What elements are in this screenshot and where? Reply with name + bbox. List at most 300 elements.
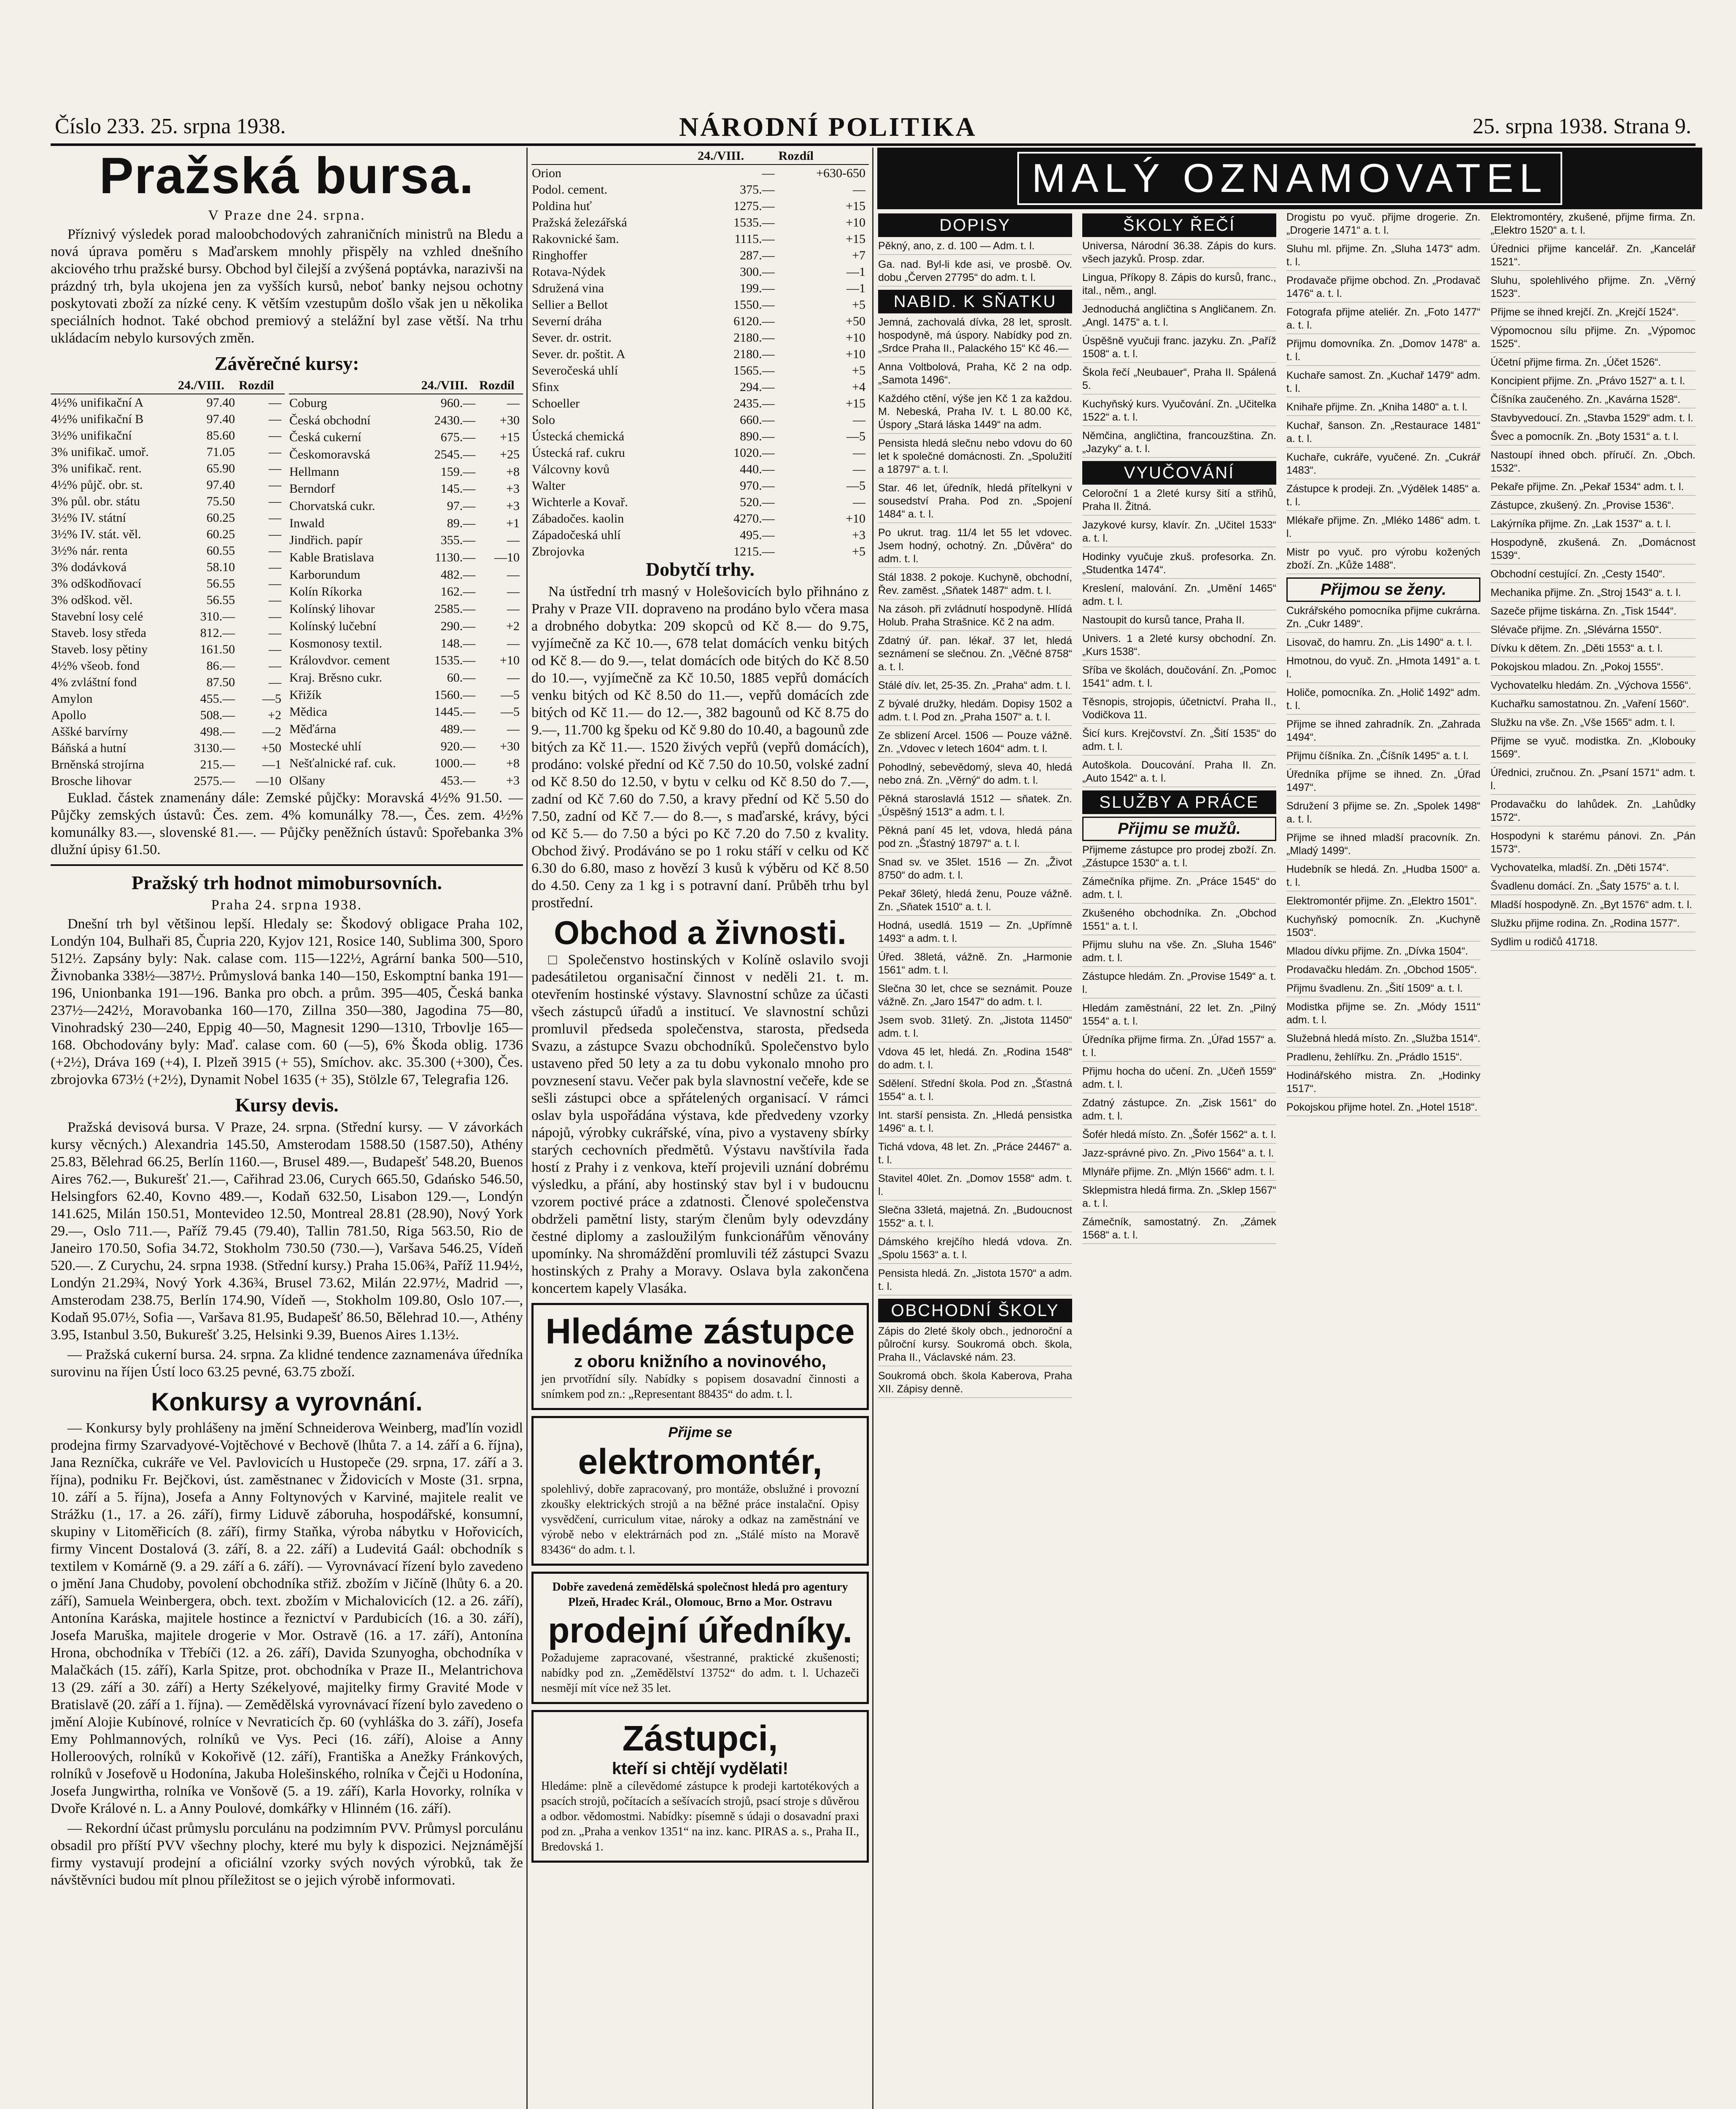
- rate-name: Válcovny kovů: [532, 462, 610, 476]
- classified-ad: Ze sblizení Arcel. 1506 — Pouze vážně. Zn. „Vdovec v letech 1604“ adm. t. l.: [878, 729, 1072, 758]
- rate-row: [289, 618, 523, 635]
- rate-row: [51, 575, 285, 592]
- rate-value: 97.40: [206, 396, 235, 410]
- rate-value: 375.—: [740, 183, 775, 197]
- rates-header-diff: Rozdíl: [778, 148, 869, 165]
- rate-name: Staveb. losy středa: [51, 626, 146, 640]
- rate-diff: —: [507, 602, 520, 616]
- rate-row: [531, 297, 869, 313]
- classified-ad: Těsnopis, strojopis, účetnictví. Praha II., Vodičkova 11.: [1082, 696, 1276, 724]
- rate-name: Walter: [532, 479, 566, 493]
- rate-name: Severočeská uhlí: [532, 364, 618, 378]
- rates-header-date: 24./VIII.: [421, 377, 479, 394]
- rate-name: Orion: [532, 166, 561, 180]
- classified-ad: Mladou dívku přijme. Zn. „Dívka 1504“.: [1286, 945, 1480, 960]
- rate-value: 2575.—: [194, 774, 235, 788]
- rate-diff: —2: [262, 725, 281, 739]
- classified-ad: Přijmu domovníka. Zn. „Domov 1478“ a. t. l.: [1286, 337, 1480, 366]
- rate-name: Českomoravská: [289, 447, 370, 461]
- classified-ad: Přijmeme zástupce pro prodej zboží. Zn. „Zástupce 1530“ a. t. l.: [1082, 844, 1276, 872]
- classified-ad: Universa, Národní 36.38. Zápis do kurs. všech jazyků. Prosp. zdar.: [1082, 240, 1276, 268]
- rates-table-b: [289, 377, 523, 789]
- rate-value: 56.55: [206, 593, 235, 607]
- classified-ad: Zástupce, zkušený. Zn. „Provise 1536“.: [1491, 499, 1696, 514]
- classified-ad: Přijmu hocha do učení. Zn. „Učeň 1559“ adm. t. l.: [1082, 1065, 1276, 1093]
- rate-row: [531, 329, 869, 346]
- rate-row: [51, 641, 285, 658]
- column-rule: [526, 148, 528, 2109]
- classified-ad: Mlynáře přijme. Zn. „Mlýn 1566“ adm. t. l.: [1082, 1165, 1276, 1181]
- classified-ad: Z bývalé družky, hledám. Dopisy 1502 a adm. t. l. Pod zn. „Praha 1507“ a. t. l.: [878, 698, 1072, 726]
- classified-ad: Lingua, Příkopy 8. Zápis do kursů, franc., ital., něm., angl.: [1082, 271, 1276, 299]
- classified-ad: Slečna 33letá, majetná. Zn. „Budoucnost 1552“ a. t. l.: [878, 1204, 1072, 1232]
- rate-row: [531, 198, 869, 214]
- rate-name: Báňská a hutní: [51, 741, 127, 755]
- rate-value: 148.—: [440, 636, 476, 650]
- classifieds-column-4: [1491, 211, 1696, 2109]
- classified-ad: Vdova 45 let, hledá. Zn. „Rodina 1548“ do adm. t. l.: [878, 1046, 1072, 1074]
- rate-diff: +8: [506, 756, 520, 771]
- rate-value: —: [762, 166, 775, 180]
- classified-ad: Kuchařku samostatnou. Zn. „Vaření 1560“.: [1491, 698, 1696, 713]
- rate-value: 60.—: [447, 670, 476, 685]
- classified-ad: Stavbyvedoucí. Zn. „Stavba 1529“ adm. t. l.: [1491, 412, 1696, 427]
- classified-ad: Služku přijme rodina. Zn. „Rodina 1577“.: [1491, 917, 1696, 932]
- rate-diff: —: [507, 585, 520, 599]
- bursa-dateline: V Praze dne 24. srpna.: [208, 208, 366, 223]
- rate-name: Brněnská strojírna: [51, 758, 144, 771]
- classified-ad: Mladší hospodyně. Zn. „Byt 1576“ adm. t. l.: [1491, 898, 1696, 914]
- devisy-title: Kursy devis.: [235, 1094, 339, 1116]
- classified-ad: Soukromá obch. škola Kaberova, Praha XII. Zápisy denně.: [878, 1370, 1072, 1398]
- ad-kicker: Dobře zavedená zemědělská společnost hledá pro agentury Plzeň, Hradec Král., Olomouc, Brno a Mor. Ostravu: [552, 1580, 848, 1609]
- classified-ad: Švec a pomocník. Zn. „Boty 1531“ a. t. l.: [1491, 430, 1696, 445]
- rate-diff: —: [269, 412, 281, 426]
- classified-ad: Kuchaře, cukráře, vyučené. Zn. „Cukrář 1483“.: [1286, 451, 1480, 479]
- rate-diff: +25: [500, 447, 520, 461]
- rate-value: 1215.—: [733, 545, 775, 558]
- classified-ad: Int. starší pensista. Zn. „Hledá pensistka 1496“ a. t. l.: [878, 1109, 1072, 1137]
- rate-value: 2180.—: [733, 331, 775, 345]
- rate-diff: —1: [846, 265, 865, 279]
- ad-text: Hledáme: plně a cílevědomé zástupce k prodeji kartotékových a psacích strojů, počítacích a sešívacích strojů, psací stroje s důvěrou a odbor. vědomostmi. Nabídky: písemně s údaji o dosavadní praxi pod zn. „Praha a venkov 1351“ na inz. kanc. PIRAS a. s., Praha II., Bredovská 1.: [541, 1780, 859, 1853]
- rate-diff: —: [269, 610, 281, 623]
- classified-ad: Ga. nad. Byl-li kde asi, ve prosbě. Ov. dobu „Červen 27795“ do adm. t. l.: [878, 258, 1072, 286]
- konkursy-body: — Konkursy byly prohlášeny na jmění Schneiderova Weinberg, maďlín vozidl prodejna firmy Szarvadyové-Vojtěchové v Bechově (lhůta 7. a 14. září a 6. října), Jana Rezníčka, cukráře ve Vel. Pavlovicích u Hustopeče (29. srpna, 17. září a 3. října), podniku Fr. Bejčkovi, úst. zaměstnanec v Židovicích v Moste (31. srpna, 10. září a 5. října), Josefa a Anny Foltynových v Karviné, majitele realit ve Strážku (1., 17. a 26. září), firmy Liduvě záboruha, hospodářské, konsumní, skupiny v Litoměřicích (8. září), firmy Staňka, výroba nábytku v Hořovicích, firmy Vincent Dostalová (3. září, 8. a 22. září) a Ludevitá Gaál: obchodník s textilem v Komárně (9. a 29. září a 6. září). — Vyrovnávací řízení bylo zavedeno o jmění Jana Chudoby, povolení obchodníka střiž. zbožím v Jičíně (lhůty 6. a 20. září), Samuela Weinbergera, obch. text. zbožím v Michalovicích (12. a 26. září), Antonína Karáska, majitele hostince a řeznictví v Pardubicích (16. a 30. září), Josefa Maruška, majitele drogerie v Mor. Ostravě (16. a 17. září), Antonína Hrona, obchodníka v Třebíči (12. a 26. září), Davida Szunyogha, obchodníka v Malačkách (15. září), Karla Spitze, prot. obchodníka v Praze II., Melantrichova 13 (29. září a 30. září) a Herty Székelyové, majitelky firmy Gravité Mode v Bratislavě (20. září a 1. října). — Zemědělská vyrovnávací řízení bylo zavedeno o jmění Alojie Kubínové, rolníce v Nevraticích čp. 60 (vyhláška do 3. září), Josefa Emy Pohlmannových, rolníků ve Vys. Peci (16. září), Aloise a Anny Holleroových, rolníků v Kokořivě (12. září), Františka a Anežky Fránkových, rolníků v Josefově u Hodonína, Jakuba Holešinského, rolníka v Čejči u Hodonína, Josefa Jungwirtha, rolníka ve Vonšově (5. a 19. září), Karla Hovorky, rolníka v Dvoře Králové n. L. a Anny Poulové, domkářky v Hlinném (16. září).: [51, 1420, 523, 1816]
- rate-row: [51, 477, 285, 493]
- classified-ad: Zástupce k prodeji. Zn. „Výdělek 1485“ a. t. l.: [1286, 483, 1480, 511]
- rate-name: Západočeská uhlí: [532, 528, 621, 542]
- classified-section-heading: DOPISY: [878, 213, 1072, 237]
- rate-row: [531, 362, 869, 379]
- rate-name: Pražská železářská: [532, 216, 627, 229]
- classified-ad: Mlékaře přijme. Zn. „Mléko 1486“ adm. t. l.: [1286, 514, 1480, 542]
- rate-diff: —5: [846, 479, 865, 493]
- rate-row: [51, 559, 285, 575]
- rate-value: 455.—: [200, 692, 235, 706]
- rate-diff: +1: [506, 516, 520, 530]
- rate-diff: —: [269, 396, 281, 410]
- classified-ad: Šofér hledá místo. Zn. „Šofér 1562“ a. t. l.: [1082, 1128, 1276, 1143]
- rate-row: [289, 566, 523, 583]
- cukr-body: — Pražská cukerní bursa. 24. srpna. Za klidné tendence zaznamenáva úředníka surovinu na říjen Ústí loco 63.25 pevné, 63.75 zboží.: [51, 1347, 523, 1380]
- dobytek-body: Na ústřední trh masný v Holešovicích bylo přihnáno z Prahy v Praze VII. dopraveno na prodáno bylo včera masa a drobného dobytka: 209 skopců od Kč 8.— do 9.75, vyjímečně za Kč 10.—, 678 telat domácích venku bitých od Kč 8.— do 9.—, telat domácích ode bitých do Kč 8.50 do 10.—, vyjímečně za Kč 10.50, 1885 vepřů domácích venku bitých od Kč 8.50 do 11.—, vepřů domácích zde bitých od Kč 11.— do 12.—, 382 bagounů od Kč 8.75 do 9.—, 11.700 kg špeku od Kč 9.80 do 10.40, a bagounů zde bitých za Kč 11.—. 1520 živých vepřů (vepřů domácích), prodáno: volské přední od Kč 7.50 do 10.50, volské zadní od Kč 8.50 do 12.50, v bytu v celku od Kč 8.50 do 7.—, zadní od Kč 7.60 do 7.50, a kravy přední od Kč 5.50 do 7.50, zadní od Kč 7.— do 8.—, s maďarské, krávy, býci od Kč 5.— do 7.50 a býci po Kč 7.20 do 7.50 z kvality. Obchod živý. Prodáváno se po 1 roku stáří v celku od Kč 6.30 do 6.80, maso z hovězí 3 kusů k výběru od Kč 8.50 do 4.50. Ceny za 1 kg i s potravní daní. Průběh trhu byl prostřední.: [531, 584, 869, 911]
- rate-row: [51, 723, 285, 740]
- rate-name: Karborundum: [289, 567, 361, 582]
- rate-value: 290.—: [440, 619, 476, 633]
- rate-name: 4½% všeob. fond: [51, 659, 140, 673]
- rate-diff: —: [269, 577, 281, 591]
- rate-name: Coburg: [289, 396, 327, 410]
- ad-subhead: z oboru knižního a novinového,: [574, 1352, 826, 1371]
- rate-name: Berndorf: [289, 482, 335, 496]
- rate-diff: —: [269, 494, 281, 508]
- rate-row: [531, 346, 869, 362]
- classified-ad: Hodinky vyučuje zkuš. profesorka. Zn. „Studentka 1474“.: [1082, 550, 1276, 579]
- rate-name: Kable Bratislava: [289, 550, 374, 565]
- dobytek-title: Dobytčí trhy.: [645, 558, 755, 580]
- rate-name: Ringhoffer: [532, 248, 588, 262]
- rate-value: 520.—: [740, 495, 775, 509]
- rate-diff: +10: [846, 512, 865, 526]
- rate-name: 3% odškodňovací: [51, 577, 142, 591]
- rate-diff: +15: [846, 199, 865, 213]
- rate-value: 508.—: [200, 708, 235, 722]
- paper-title: NÁRODNÍ POLITIKA: [679, 112, 977, 142]
- rate-value: 2430.—: [434, 413, 476, 427]
- rate-diff: +10: [846, 331, 865, 345]
- rate-value: 489.—: [440, 722, 476, 736]
- rate-diff: —: [269, 560, 281, 574]
- ad-text: Požadujeme zapracované, všestranné, praktické zkušenosti; nabídky pod zn. „Zemědělství 13752“ do adm. t. l. Uchazeči nesmějí mít více než 35 let.: [541, 1651, 859, 1695]
- classified-ad: Úřednici, zručnou. Zn. „Psaní 1571“ adm. t. l.: [1491, 766, 1696, 795]
- classified-ad: Mistr po vyuč. pro výrobu kožených zboží. Zn. „Kůže 1488“.: [1286, 546, 1480, 574]
- classified-section-heading: NABID. K SŇATKU: [878, 290, 1072, 313]
- classified-section-heading: ŠKOLY ŘEČÍ: [1082, 213, 1276, 237]
- classified-ad: Kuchyňský kurs. Vyučování. Zn. „Učitelka 1522“ a. t. l.: [1082, 398, 1276, 426]
- rate-value: 60.25: [206, 527, 235, 541]
- rate-row: [531, 231, 869, 247]
- issue-date: 25. srpna 1938.: [150, 114, 286, 138]
- rate-value: 1115.—: [734, 232, 775, 246]
- closing-rates-tables: [51, 377, 523, 789]
- rate-name: Mostecké uhlí: [289, 739, 361, 753]
- column-1: [51, 148, 523, 2109]
- rate-name: Amylon: [51, 692, 93, 706]
- classified-ad: Přijme se ihned mladší pracovník. Zn. „Mladý 1499“.: [1286, 831, 1480, 860]
- rate-value: 287.—: [740, 248, 775, 262]
- rate-row: [51, 542, 285, 559]
- rate-diff: +15: [500, 430, 520, 445]
- rate-row: [51, 460, 285, 477]
- classified-ad: Úředníka přijme firma. Zn. „Úřad 1557“ a. t. l.: [1082, 1033, 1276, 1062]
- rate-diff: —: [269, 675, 281, 689]
- classified-ad: Sdružení 3 přijme se. Zn. „Spolek 1498“ a. t. l.: [1286, 800, 1480, 828]
- classified-ad: Sklepmistra hledá firma. Zn. „Sklep 1567“ a. t. l.: [1082, 1184, 1276, 1212]
- rate-name: Sfinx: [532, 380, 560, 394]
- rate-value: 2585.—: [434, 602, 476, 616]
- classified-ad: Holiče, pomocníka. Zn. „Holič 1492“ adm. t. l.: [1286, 686, 1480, 715]
- classified-ad: Autoškola. Doucování. Praha II. Zn. „Auto 1542“ a. t. l.: [1082, 759, 1276, 787]
- rate-diff: +5: [852, 364, 865, 378]
- classified-ad: Výpomocnou sílu přijme. Zn. „Výpomoc 1525“.: [1491, 324, 1696, 353]
- rate-diff: +10: [846, 216, 865, 229]
- rate-diff: —5: [262, 692, 281, 706]
- classified-ad: Prodavačku hledám. Zn. „Obchod 1505“.: [1286, 963, 1480, 979]
- rate-diff: +15: [846, 396, 865, 410]
- rate-name: 4½% půjč. obr. st.: [51, 478, 143, 492]
- rate-diff: —: [269, 511, 281, 525]
- rate-name: Zbrojovka: [532, 545, 585, 558]
- rate-diff: —1: [846, 281, 865, 295]
- rate-row: [51, 526, 285, 542]
- rate-name: 3% půl. obr. státu: [51, 494, 140, 508]
- rate-value: 300.—: [740, 265, 775, 279]
- classified-ad: Pekař 36letý, hledá ženu, Pouze vážně. Zn. „Sňatek 1510“ a. t. l.: [878, 887, 1072, 916]
- rate-row: [531, 313, 869, 329]
- rate-value: 97.40: [206, 478, 235, 492]
- rate-row: [531, 395, 869, 412]
- rate-value: 310.—: [200, 610, 235, 623]
- rate-diff: +5: [852, 298, 865, 312]
- rate-name: Česká cukerní: [289, 430, 361, 445]
- ad-subhead: kteří si chtějí vydělati!: [612, 1759, 788, 1778]
- rate-diff: +10: [500, 653, 520, 668]
- mimoburs-body: Dnešní trh byl většinou lepší. Hledaly se: Škodový obligace Praha 102, Londýn 104, Bulhaři 85, Čupria 220, Kyjov 121, Rosice 140, Sublima 300, Sporo 512½. Zapsány byly: Nak. calase com. 115—122½, Agrární banka 500—510, Živnobanka 338½—387½. Průmyslová banka 140—150, Eskomptní banka 191—196, Unionbanka 191—196. Banka pro obch. a prům. 395—405, Česká banka 237½—242½, Moravobanka 160—170, Zillna 350—380, Jagodina 75—80, Vinohradský 230—240, Eppig 40—50, Magnesit 1290—1310, Trbovlje 165—168. Obchodovány byly: Maď. calase com. 60 (—5), 6% Škoda oblig. 1736 (+2½), Dráva 169 (+4), I. Plzeň 3915 (+ 55), Smíchov. akc. 35.300 (+300), Čes. zbrojovka 673½ (+2½), Dynamit Nobel 1635 (+ 35), Stölzle 67, Telegrafia 126.: [51, 916, 523, 1087]
- rate-diff: +630-650: [816, 166, 865, 180]
- rate-row: [531, 181, 869, 198]
- rate-value: 920.—: [440, 739, 476, 753]
- rate-row: [289, 497, 523, 515]
- rate-diff: +4: [852, 380, 865, 394]
- rate-diff: +50: [846, 314, 865, 328]
- ad-headline: elektromontér,: [578, 1442, 822, 1481]
- rate-row: [289, 755, 523, 772]
- classified-ad: Hmotnou, do vyuč. Zn. „Hmota 1491“ a. t. l.: [1286, 655, 1480, 683]
- rate-diff: +3: [506, 774, 520, 788]
- ad-text: jen prvotřídní síly. Nabídky s popisem dosavadní činnosti a snímkem pod zn.: „Representant 88435“ do adm. t. l.: [541, 1373, 859, 1401]
- rate-value: 2545.—: [434, 447, 476, 461]
- rate-name: Ústecká chemická: [532, 429, 625, 443]
- classified-ad: Číšníka zaučeného. Zn. „Kavárna 1528“.: [1491, 393, 1696, 408]
- column-2: [531, 148, 869, 2109]
- rate-value: 4270.—: [733, 512, 775, 526]
- konkursy-title: Konkursy a vyrovnání.: [151, 1388, 423, 1416]
- classified-subsection-heading: Přijmou se ženy.: [1286, 577, 1480, 602]
- classified-ad: Pokojskou přijme hotel. Zn. „Hotel 1518“.: [1286, 1101, 1480, 1116]
- classified-ad: Dívku k dětem. Zn. „Děti 1553“ a. t. l.: [1491, 642, 1696, 657]
- rate-diff: +8: [506, 464, 520, 479]
- rate-diff: +2: [506, 619, 520, 633]
- classified-section-heading: VYUČOVÁNÍ: [1082, 461, 1276, 485]
- issue-number: Číslo 233.: [55, 114, 145, 138]
- rate-name: Podol. cement.: [532, 183, 608, 197]
- classified-ad: Lisovač, do hamru. Zn. „Lis 1490“ a. t. l.: [1286, 636, 1480, 651]
- rate-row: [531, 280, 869, 297]
- rate-row: [289, 652, 523, 669]
- classified-ad: Zdatný úř. pan. lékař. 37 let, hledá seznámení se slečnou. Zn. „Věčné 8758“ a. t. l.: [878, 634, 1072, 676]
- rate-diff: +7: [852, 248, 865, 262]
- rate-row: [289, 583, 523, 601]
- classified-ad: Kuchyňský pomocník. Zn. „Kuchyně 1503“.: [1286, 913, 1480, 941]
- rate-diff: —: [507, 396, 520, 410]
- rate-diff: —: [853, 446, 865, 460]
- rate-row: [289, 394, 523, 412]
- rate-value: 440.—: [740, 462, 775, 476]
- classified-ad: Slečna 30 let, chce se seznámit. Pouze vážně. Zn. „Jaro 1547“ do adm. t. l.: [878, 982, 1072, 1011]
- classifieds-column-2: [1082, 211, 1276, 2109]
- rate-diff: —: [269, 593, 281, 607]
- ad-headline: prodejní úředníky.: [548, 1610, 852, 1650]
- rate-value: 2435.—: [733, 396, 775, 410]
- classified-ad: Pradlenu, žehlířku. Zn. „Prádlo 1515“.: [1286, 1051, 1480, 1066]
- classified-ad: Pensista hledá slečnu nebo vdovu do 60 let k společné domácnosti. Zn. „Spolužití a 18797“ a. t. l.: [878, 437, 1072, 478]
- rate-value: 75.50: [206, 494, 235, 508]
- devisy-body: Pražská devisová bursa. V Praze, 24. srpna. (Střední kursy. — V závorkách kursy věcných.) Alexandria 145.50, Amsterodam 1588.50 (1587.50), Athény 25.83, Bělehrad 66.25, Berlín 1160.—, Brusel 489.—, Budapešť 548.20, Buenos Aires 762.—, Bukurešť 21.—, Cařihrad 23.06, Curych 665.50, Gdańsko 546.50, Helsingfors 62.40, Kovno 489.—, Kodaň 632.50, Lisabon 129.—, Londýn 141.625, Milán 150.51, Montevideo 12.50, Montreal 28.81 (28.90), Nový York 29.—, Oslo 711.—, Paříž 79.45 (79.40), Tallin 781.50, Riga 563.50, Rio de Janeiro 170.50, Sofia 34.72, Stokholm 730.50 (730.—), Varšava 546.25, Vídeň 520.—. Z Curychu, 24. srpna 1938. (Střední kursy.) Praha 15.06¾, Paříž 11.94½, Londýn 21.29¾, Nový York 4.36¾, Brusel 73.62, Milán 22.97½, Madrid —, Amsterodam 238.75, Berlín 174.90, Vídeň —, Stokholm 109.80, Oslo 107.—, Kodaň 95.07½, Sofia —, Varšava 81.95, Budapešť 86.50, Bělehrad 10.—, Athény 3.95, Istanbul 3.50, Bukurešť 3.25, Helsinki 9.39, Buenos Aires 1.13½.: [51, 1119, 523, 1343]
- rate-name: Severní dráha: [532, 314, 602, 328]
- rate-row: [289, 429, 523, 446]
- rate-value: 89.—: [447, 516, 476, 530]
- rate-value: 87.50: [206, 675, 235, 689]
- classified-ad: Hodná, usedlá. 1519 — Zn. „Upřímně 1493“ a adm. t. l.: [878, 919, 1072, 947]
- classified-ad: Přijmu sluhu na vše. Zn. „Sluha 1546“ adm. t. l.: [1082, 939, 1276, 967]
- classified-ad: Pensista hledá. Zn. „Jistota 1570“ a adm. t. l.: [878, 1267, 1072, 1295]
- classified-section-heading: SLUŽBY A PRÁCE: [1082, 790, 1276, 814]
- rate-row: [51, 592, 285, 608]
- rate-name: Staveb. losy pětiny: [51, 642, 148, 656]
- rate-value: 65.90: [206, 461, 235, 475]
- rate-value: 58.10: [206, 560, 235, 574]
- rate-value: 970.—: [740, 479, 775, 493]
- rate-name: Česká obchodní: [289, 413, 371, 427]
- classified-ad: Přijme se ihned krejčí. Zn. „Krejčí 1524“.: [1491, 306, 1696, 321]
- rate-diff: +30: [500, 739, 520, 753]
- rate-diff: +3: [852, 528, 865, 542]
- classified-ad: Cukrářského pomocníka přijme cukrárna. Zn. „Cukr 1489“.: [1286, 604, 1480, 633]
- rate-name: Apollo: [51, 708, 86, 722]
- classified-ad: Sazeče přijme tiskárna. Zn. „Tisk 1544“.: [1491, 605, 1696, 620]
- rate-diff: +10: [846, 347, 865, 361]
- closing-rates-title: Závěrečné kursy:: [214, 353, 359, 374]
- classified-ad: Prodavačku do lahůdek. Zn. „Lahůdky 1572“.: [1491, 798, 1696, 826]
- rate-row: [51, 707, 285, 723]
- classified-ad: Mechanika přijme. Zn. „Stroj 1543“ a. t. l.: [1491, 586, 1696, 601]
- rate-diff: —5: [846, 429, 865, 443]
- obchod-title: Obchod a živnosti.: [554, 914, 846, 951]
- rate-value: 495.—: [740, 528, 775, 542]
- rate-diff: —: [269, 445, 281, 459]
- classified-ad: Hledám zaměstnání, 22 let. Zn. „Pilný 1554“ a. t. l.: [1082, 1002, 1276, 1030]
- rate-value: 675.—: [440, 430, 476, 445]
- page-number: Strana 9.: [1613, 114, 1691, 138]
- rate-name: 3% unifikač. umoř.: [51, 445, 149, 459]
- rate-value: 71.05: [206, 445, 235, 459]
- rate-value: 2180.—: [733, 347, 775, 361]
- ad-zastupci: [531, 1710, 869, 1863]
- classified-ad: Úřednici přijme kancelář. Zn. „Kancelář 1521“.: [1491, 243, 1696, 271]
- column-rule: [872, 148, 873, 2109]
- rate-row: [51, 444, 285, 460]
- mimoburs-dateline: Praha 24. srpna 1938.: [211, 897, 363, 913]
- rate-name: Křižík: [289, 688, 322, 702]
- rate-value: 812.—: [200, 626, 235, 640]
- rate-row: [289, 463, 523, 480]
- rate-diff: —: [507, 636, 520, 650]
- rate-value: 1535.—: [434, 653, 476, 668]
- classifieds-column-3: [1286, 211, 1480, 2109]
- rate-name: 3% dodávková: [51, 560, 127, 574]
- classified-ad: Kuchaře samost. Zn. „Kuchař 1479“ adm. t. l.: [1286, 369, 1480, 397]
- classified-ad: Sluhu ml. přijme. Zn. „Sluha 1473“ adm. t. l.: [1286, 243, 1480, 271]
- rates-header-diff: Rozdíl: [238, 377, 285, 394]
- rate-row: [289, 772, 523, 789]
- rate-value: 960.—: [440, 396, 476, 410]
- classified-subsection-heading: Přijmu se mužů.: [1082, 817, 1276, 841]
- classified-ad: Každého ctění, výše jen Kč 1 za každou. M. Nebeská, Praha IV. t. L 80.00 Kč, Úspory „Stará láska 1449“ na adm.: [878, 392, 1072, 434]
- classified-ad: Star. 46 let, úředník, hledá přítelkyni v sousedství Praha. Pod zn. „Spojení 1484“ a. t. l.: [878, 482, 1072, 523]
- classified-ad: Nastoupit do kursů tance, Praha II.: [1082, 614, 1276, 629]
- ad-text: spolehlivý, dobře zapracovaný, pro montáže, obslužné i provozní zkoušky elektrických strojů a na běžné práce instalační. Opisy vysvědčení, curriculum vitae, nároky a odkaz na zaměstnání ve výrobě nebo v elektrárnách pod zn. „Stálé místo na Moravě 83436“ do adm. t. l.: [541, 1483, 859, 1556]
- rate-value: 145.—: [440, 482, 476, 496]
- rates-table-a: [51, 377, 285, 789]
- rate-value: 1000.—: [434, 756, 476, 771]
- rate-diff: —5: [501, 688, 520, 702]
- rates-header-date: 24./VIII.: [178, 377, 238, 394]
- rate-row: [51, 411, 285, 427]
- classifieds-column-1: [878, 211, 1072, 2109]
- classified-ad: Elektromontér přijme. Zn. „Elektro 1501“.: [1286, 895, 1480, 910]
- classified-ad: Úspěšně vyučuji franc. jazyku. Zn. „Paříž 1508“ a. t. l.: [1082, 334, 1276, 363]
- classified-ad: Lakýrníka přijme. Zn. „Lak 1537“ a. t. l.: [1491, 518, 1696, 533]
- rate-name: Jindřich. papír: [289, 533, 363, 547]
- rate-value: 1560.—: [434, 688, 476, 702]
- classified-ad: Stál 1838. 2 pokoje. Kuchyně, obchodní, Řev. zaměst. „Sňatek 1487“ adm. t. l.: [878, 571, 1072, 599]
- classified-ad: Knihaře přijme. Zn. „Kniha 1480“ a. t. l.: [1286, 401, 1480, 416]
- rate-diff: —: [853, 413, 865, 427]
- classified-ad: Zástupce hledám. Zn. „Provise 1549“ a. t. l.: [1082, 970, 1276, 998]
- rate-diff: +30: [500, 413, 520, 427]
- rate-diff: +50: [261, 741, 281, 755]
- rate-name: Schoeller: [532, 396, 580, 410]
- rate-name: Královdvor. cement: [289, 653, 390, 668]
- rate-value: 482.—: [440, 567, 476, 582]
- rate-value: 890.—: [740, 429, 775, 443]
- rate-row: [51, 625, 285, 641]
- classified-ad: Úřed. 38letá, vážně. Zn. „Harmonie 1561“ adm. t. l.: [878, 951, 1072, 979]
- classified-ad: Přijme se ihned zahradník. Zn. „Zahrada 1494“.: [1286, 718, 1480, 746]
- rate-diff: —: [507, 670, 520, 685]
- classified-ad: Elektromontéry, zkušené, přijme firma. Zn. „Elektro 1520“ a. t. l.: [1491, 211, 1696, 239]
- rate-name: 3½% IV. stát. věl.: [51, 527, 141, 541]
- classified-ad: Zámečník, samostatný. Zn. „Zámek 1568“ a. t. l.: [1082, 1216, 1276, 1244]
- classified-ad: Kuchař, šanson. Zn. „Restaurace 1481“ a. t. l.: [1286, 419, 1480, 448]
- ad-elektromonter: [531, 1416, 869, 1566]
- rate-name: Solo: [532, 413, 555, 427]
- rate-row: [289, 480, 523, 497]
- classified-ad: Kreslení, malování. Zn. „Umění 1465“ adm. t. l.: [1082, 582, 1276, 610]
- rate-diff: —5: [501, 705, 520, 719]
- rate-name: Kolín Ríkorka: [289, 585, 362, 599]
- rate-row: [289, 720, 523, 738]
- ad-urednici: [531, 1572, 869, 1704]
- rate-name: 4½% unifikační B: [51, 412, 144, 426]
- classified-ad: Hudebník se hledá. Zn. „Hudba 1500“ a. t. l.: [1286, 863, 1480, 891]
- rate-row: [531, 264, 869, 280]
- rate-diff: —: [269, 461, 281, 475]
- rate-row: [289, 686, 523, 704]
- rate-name: 4% zvláštní fond: [51, 675, 137, 689]
- rate-name: Kolínský lučební: [289, 619, 376, 633]
